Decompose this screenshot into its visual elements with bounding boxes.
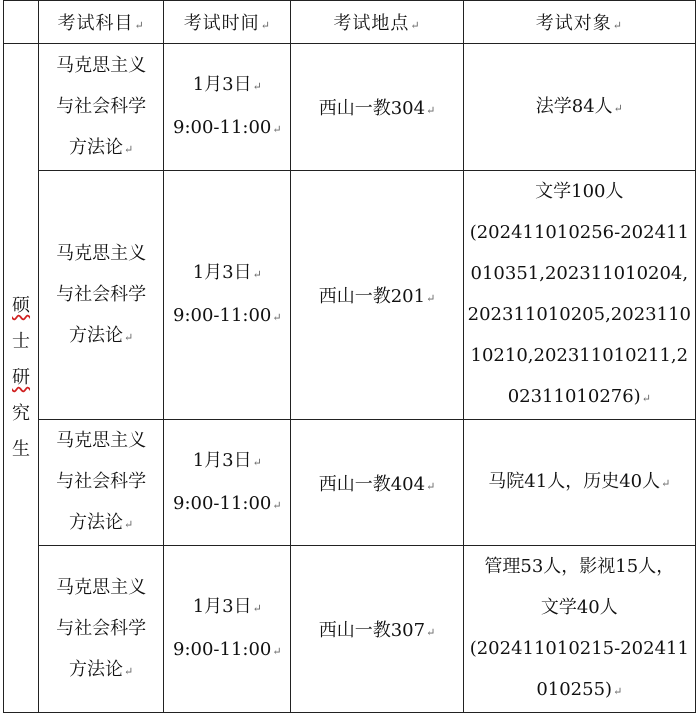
subject-cell: 马克思主义 与社会科学 方法论↵ (39, 171, 164, 420)
table-row (4, 546, 696, 713)
header-target: 考试对象↵ (463, 1, 695, 44)
header-place: 考试地点↵ (291, 1, 463, 44)
table-row (4, 44, 696, 171)
subject-cell: 马克思主义 与社会科学 方法论↵ (39, 44, 164, 171)
header-row (4, 1, 696, 44)
exam-schedule-table (3, 0, 696, 713)
subject-cell: 马克思主义 与社会科学 方法论↵ (39, 420, 164, 546)
target-cell: 管理53人，影视15人， 文学40人 (202411010215-202411 010255)↵ (463, 546, 695, 713)
target-cell: 马院41人，历史40人↵ (463, 420, 695, 546)
header-subject: 考试科目↵ (39, 1, 164, 44)
time-cell: 1月3日↵ 9:00-11:00↵ (164, 420, 291, 546)
header-group-blank (4, 1, 39, 44)
time-cell: 1月3日↵ 9:00-11:00↵ (164, 546, 291, 713)
time-cell: 1月3日↵ 9:00-11:00↵ (164, 44, 291, 171)
place-cell: 西山一教307↵ (291, 546, 463, 713)
time-cell: 1月3日↵ 9:00-11:00↵ (164, 171, 291, 420)
target-cell: 文学100人 (202411010256-202411 010351,202311010204, 202311010205,2023110 10210,202311010211,2 02311010276)↵ (463, 171, 695, 420)
subject-cell: 马克思主义 与社会科学 方法论↵ (39, 546, 164, 713)
header-time: 考试时间↵ (164, 1, 291, 44)
target-cell: 法学84人↵ (463, 44, 695, 171)
place-cell: 西山一教304↵ (291, 44, 463, 171)
table-row (4, 420, 696, 546)
place-cell: 西山一教201↵ (291, 171, 463, 420)
place-cell: 西山一教404↵ (291, 420, 463, 546)
table-row (4, 171, 696, 420)
group-label: 硕 士 研 究 生 (4, 44, 39, 713)
